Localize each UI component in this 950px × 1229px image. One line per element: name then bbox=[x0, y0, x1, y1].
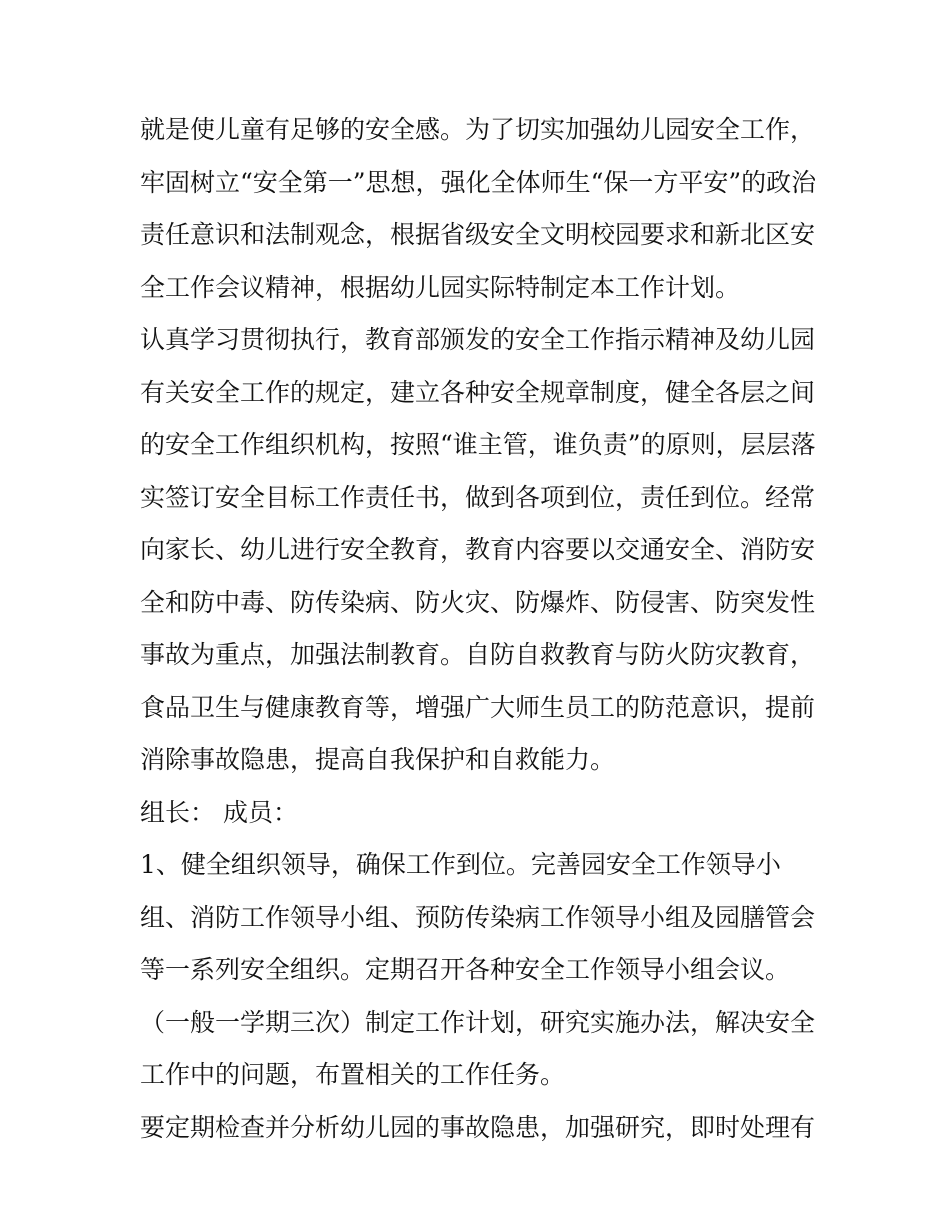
text-line: 事故为重点，加强法制教育。自防自救教育与防火防灾教育， bbox=[140, 640, 816, 669]
text-line: 有关安全工作的规定，建立各种安全规章制度，健全各层之间 bbox=[140, 377, 816, 407]
text-line: 1、健全组织领导，确保工作到位。完善园安全工作领导小 bbox=[140, 850, 781, 879]
text-line: 全和防中毒、防传染病、防火灾、防爆炸、防侵害、防突发性 bbox=[140, 587, 816, 617]
text-line: 向家长、幼儿进行安全教育，教育内容要以交通安全、消防安 bbox=[140, 535, 816, 564]
text-line: 实签订安全目标工作责任书，做到各项到位，责任到位。经常 bbox=[140, 482, 816, 512]
text-line: 要定期检查并分析幼儿园的事故隐患，加强研究，即时处理有 bbox=[140, 1112, 816, 1142]
document-body bbox=[140, 104, 830, 1154]
text-line: 责任意识和法制观念，根据省级安全文明校园要求和新北区安 bbox=[140, 220, 816, 249]
text-line: 认真学习贯彻执行，教育部颁发的安全工作指示精神及幼儿园 bbox=[140, 325, 816, 354]
text-line: 全工作会议精神，根据幼儿园实际特制定本工作计划。 bbox=[140, 272, 741, 302]
text-line: （一般一学期三次）制定工作计划，研究实施办法，解决安全 bbox=[140, 1007, 816, 1037]
text-line: 消除事故隐患，提高自我保护和自救能力。 bbox=[140, 745, 616, 774]
text-line: 的安全工作组织机构，按照“谁主管，谁负责”的原则，层层落 bbox=[140, 430, 816, 459]
text-line: 等一系列安全组织。定期召开各种安全工作领导小组会议。 bbox=[140, 955, 791, 984]
text-line: 组、消防工作领导小组、预防传染病工作领导小组及园膳管会 bbox=[140, 902, 816, 932]
text-line: 就是使儿童有足够的安全感。为了切实加强幼儿园安全工作， bbox=[140, 115, 816, 144]
text-line: 组长： 成员： bbox=[140, 797, 298, 827]
text-line: 食品卫生与健康教育等，增强广大师生员工的防范意识，提前 bbox=[140, 692, 816, 722]
text-line: 工作中的问题，布置相关的工作任务。 bbox=[140, 1060, 566, 1089]
text-line: 牢固树立“安全第一”思想，强化全体师生“保一方平安”的政治 bbox=[140, 167, 817, 197]
